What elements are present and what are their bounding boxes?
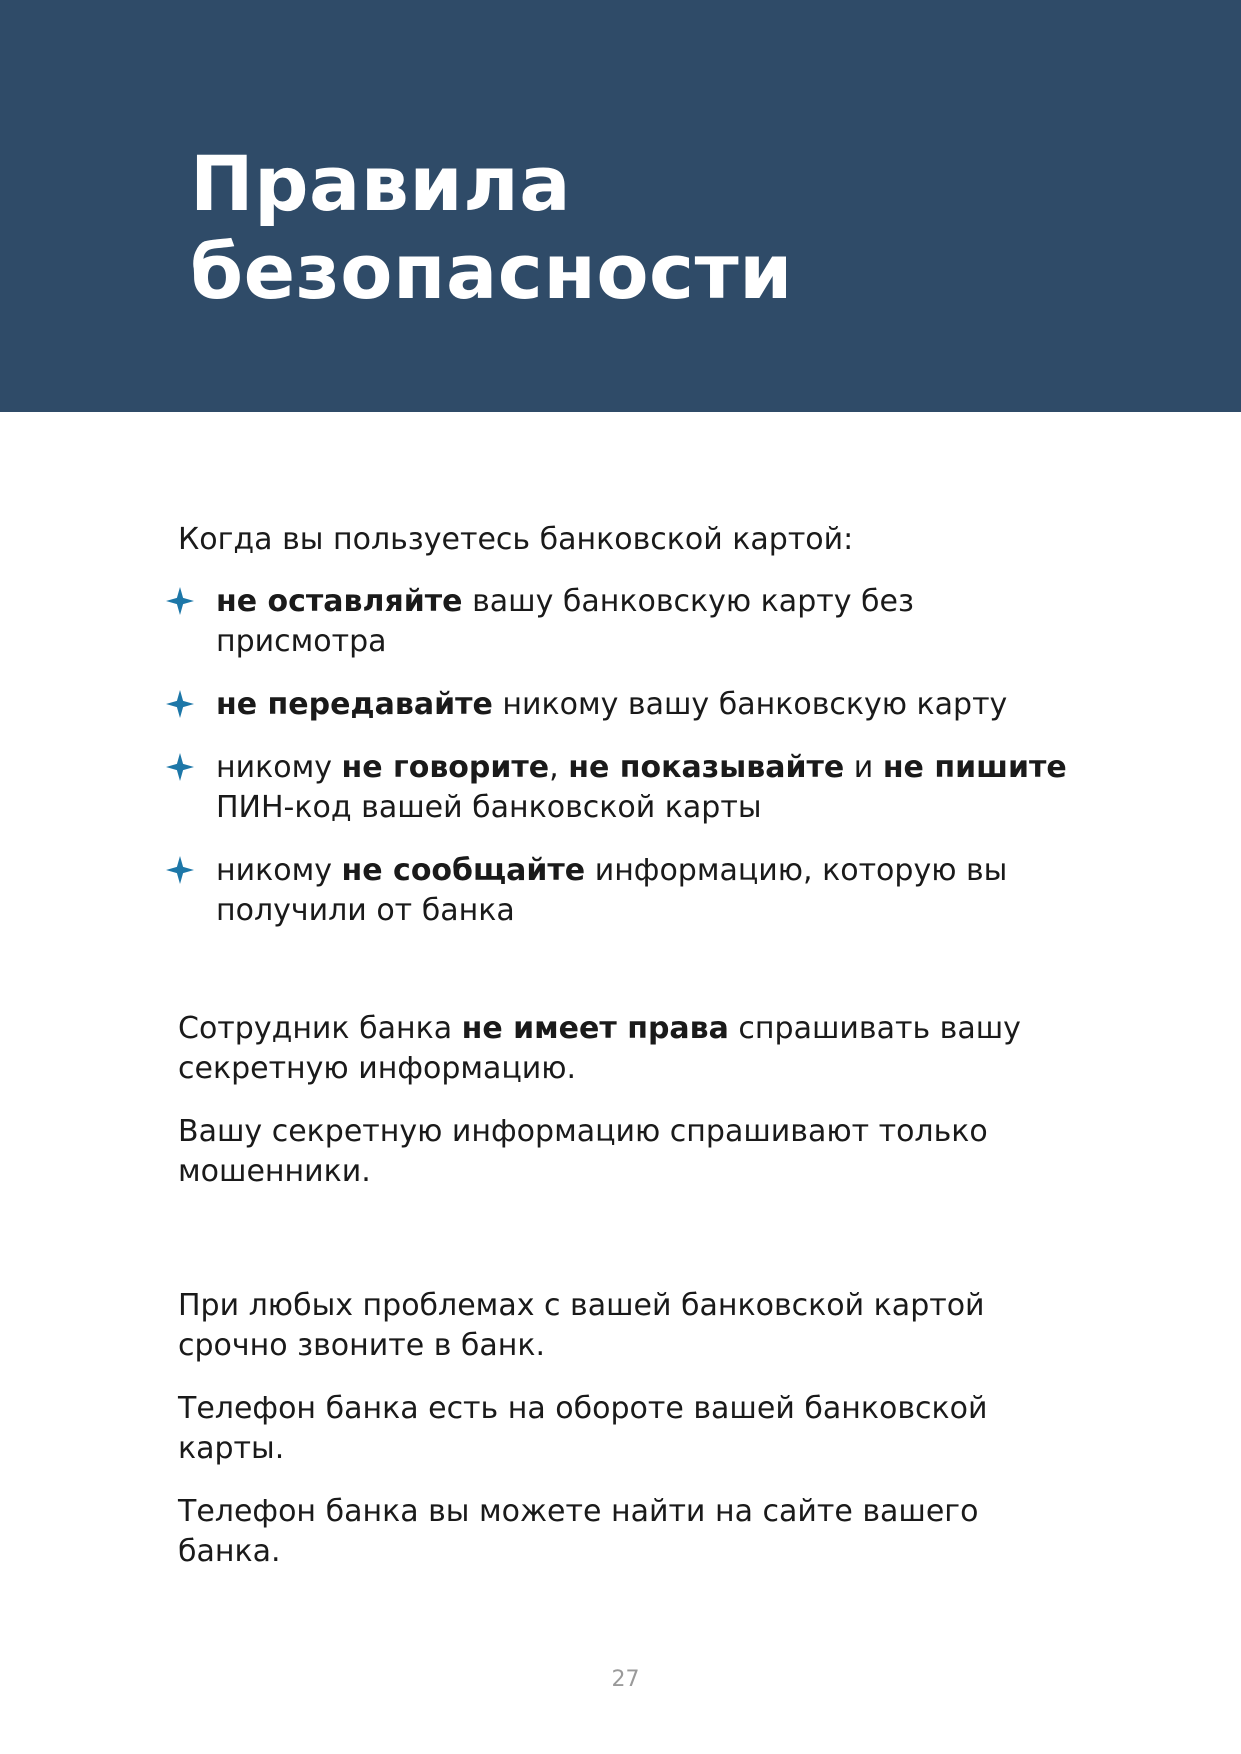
employee-warning-group <box>178 1009 1078 1192</box>
problems-note: При любых проблемах с вашей банковской картой срочно звоните в банк. <box>178 1288 985 1363</box>
rule-separator: и <box>844 750 883 785</box>
rule-prefix: никому <box>216 853 342 888</box>
main-content <box>178 520 1078 1572</box>
rule-rest: никому вашу банковскую карту <box>492 687 1008 722</box>
four-point-star-icon <box>166 690 194 718</box>
employee-note-emphasis: не имеет права <box>461 1011 729 1046</box>
employee-note <box>178 1009 1078 1089</box>
page-title-line-2: безопасности <box>190 227 793 316</box>
page-title-line-1: Правила <box>190 139 572 228</box>
page-title <box>190 140 793 316</box>
rule-rest: информацию, которую вы получили от банка <box>216 853 1008 928</box>
bank-contact-group <box>178 1286 1078 1572</box>
rule-rest: вашу банковскую карту без присмотра <box>216 584 914 659</box>
rule-item <box>178 851 1078 931</box>
rule-emphasis: не оставляйте <box>216 584 463 619</box>
page-number: 27 <box>611 1667 640 1692</box>
rule-text <box>216 748 1078 828</box>
rule-item <box>178 748 1078 828</box>
rule-item <box>178 582 1078 662</box>
rule-text <box>216 851 1078 931</box>
rule-emphasis: не сообщайте <box>341 853 586 888</box>
intro-text: Когда вы пользуетесь банковской картой: <box>178 522 854 557</box>
rule-rest: ПИН-код вашей банковской карты <box>216 790 762 825</box>
four-point-star-icon <box>166 753 194 781</box>
employee-note-prefix: Сотрудник банка <box>178 1011 462 1046</box>
phone-site-note: Телефон банка вы можете найти на сайте вашего банка. <box>178 1494 979 1569</box>
safety-rules-list <box>178 582 1078 931</box>
rule-prefix: никому <box>216 750 342 785</box>
rule-text <box>216 582 1078 662</box>
rule-text <box>216 685 1078 725</box>
four-point-star-icon <box>166 856 194 884</box>
four-point-star-icon <box>166 587 194 615</box>
rule-separator: , <box>549 750 569 785</box>
rule-emphasis: не пишите <box>882 750 1067 785</box>
rule-emphasis: не передавайте <box>216 687 493 722</box>
rule-item <box>178 685 1078 725</box>
employee-note-rest: спрашивать вашу секретную информацию. <box>178 1011 1021 1086</box>
phone-back-note: Телефон банка есть на обороте вашей банковской карты. <box>178 1391 988 1466</box>
rule-emphasis: не говорите <box>341 750 550 785</box>
rule-emphasis: не показывайте <box>568 750 845 785</box>
fraud-note: Вашу секретную информацию спрашивают только мошенники. <box>178 1114 988 1189</box>
